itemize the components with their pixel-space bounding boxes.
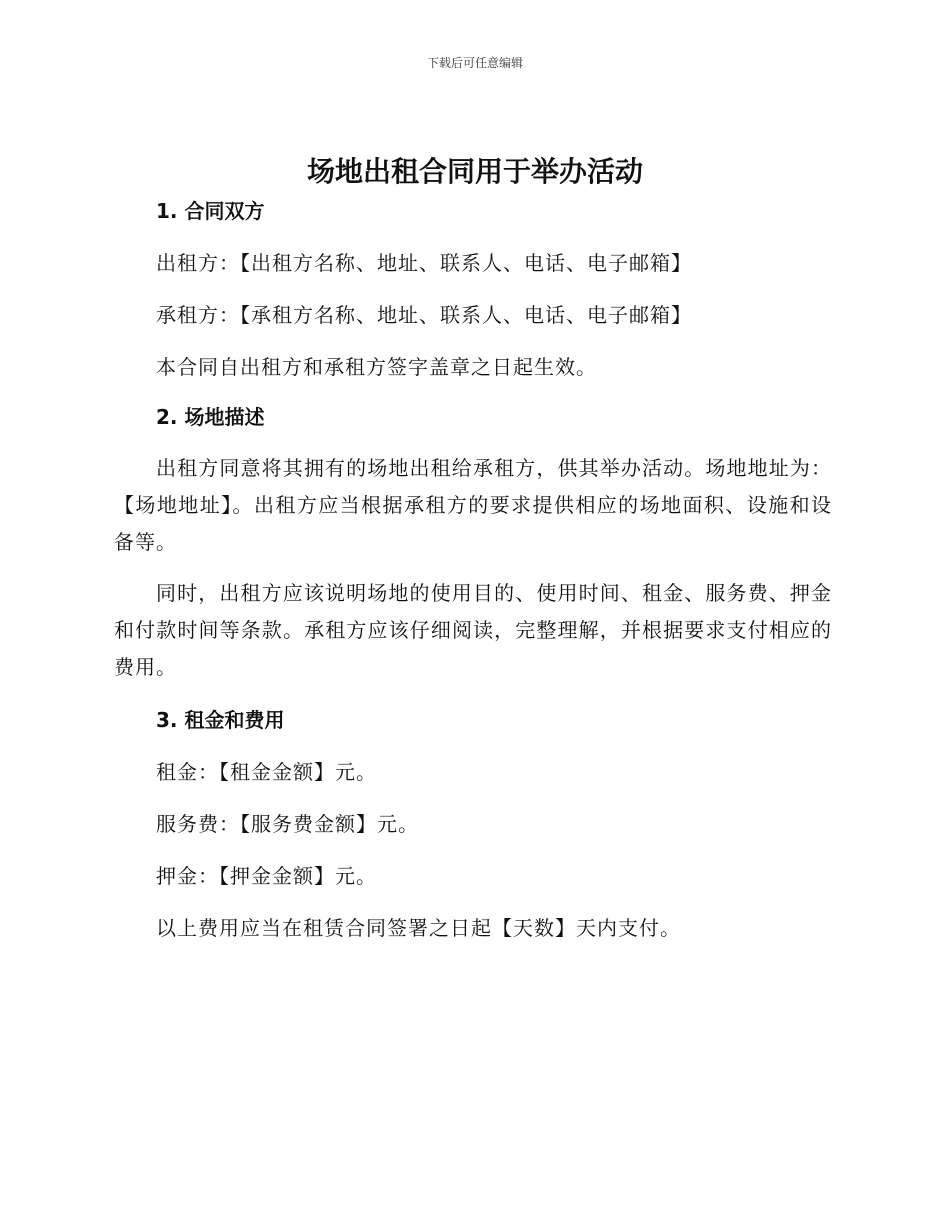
section-parties — [114, 196, 832, 382]
effective-line: 本合同自出租方和承租方签字盖章之日起生效。 — [156, 355, 597, 379]
section-heading: 2. 场地描述 — [156, 405, 265, 429]
section-venue-description — [114, 402, 832, 686]
document-title: 场地出租合同用于举办活动 — [306, 155, 643, 188]
deposit-line: 押金：【押金金额】元。 — [156, 864, 377, 888]
section-rent-and-fees — [114, 705, 832, 943]
section-heading: 1. 合同双方 — [156, 199, 265, 223]
payment-deadline-line: 以上费用应当在租赁合同签署之日起【天数】天内支付。 — [156, 916, 681, 940]
venue-paragraph: 出租方同意将其拥有的场地出租给承租方，供其举办活动。场地地址为：【场地地址】。出租方应当根据承租方的要求提供相应的场地面积、设施和设备等。 — [114, 456, 832, 554]
header-note: 下载后可任意编辑 — [426, 56, 523, 70]
lessee-line: 承租方：【承租方名称、地址、联系人、电话、电子邮箱】 — [156, 303, 692, 327]
service-fee-line: 服务费：【服务费金额】元。 — [156, 812, 419, 836]
rent-line: 租金：【租金金额】元。 — [156, 760, 377, 784]
section-heading: 3. 租金和费用 — [156, 708, 285, 732]
terms-paragraph: 同时，出租方应该说明场地的使用目的、使用时间、租金、服务费、押金和付款时间等条款。承租方应该仔细阅读，完整理解，并根据要求支付相应的费用。 — [114, 581, 832, 679]
document-body — [114, 196, 832, 943]
lessor-line: 出租方：【出租方名称、地址、联系人、电话、电子邮箱】 — [156, 251, 692, 275]
